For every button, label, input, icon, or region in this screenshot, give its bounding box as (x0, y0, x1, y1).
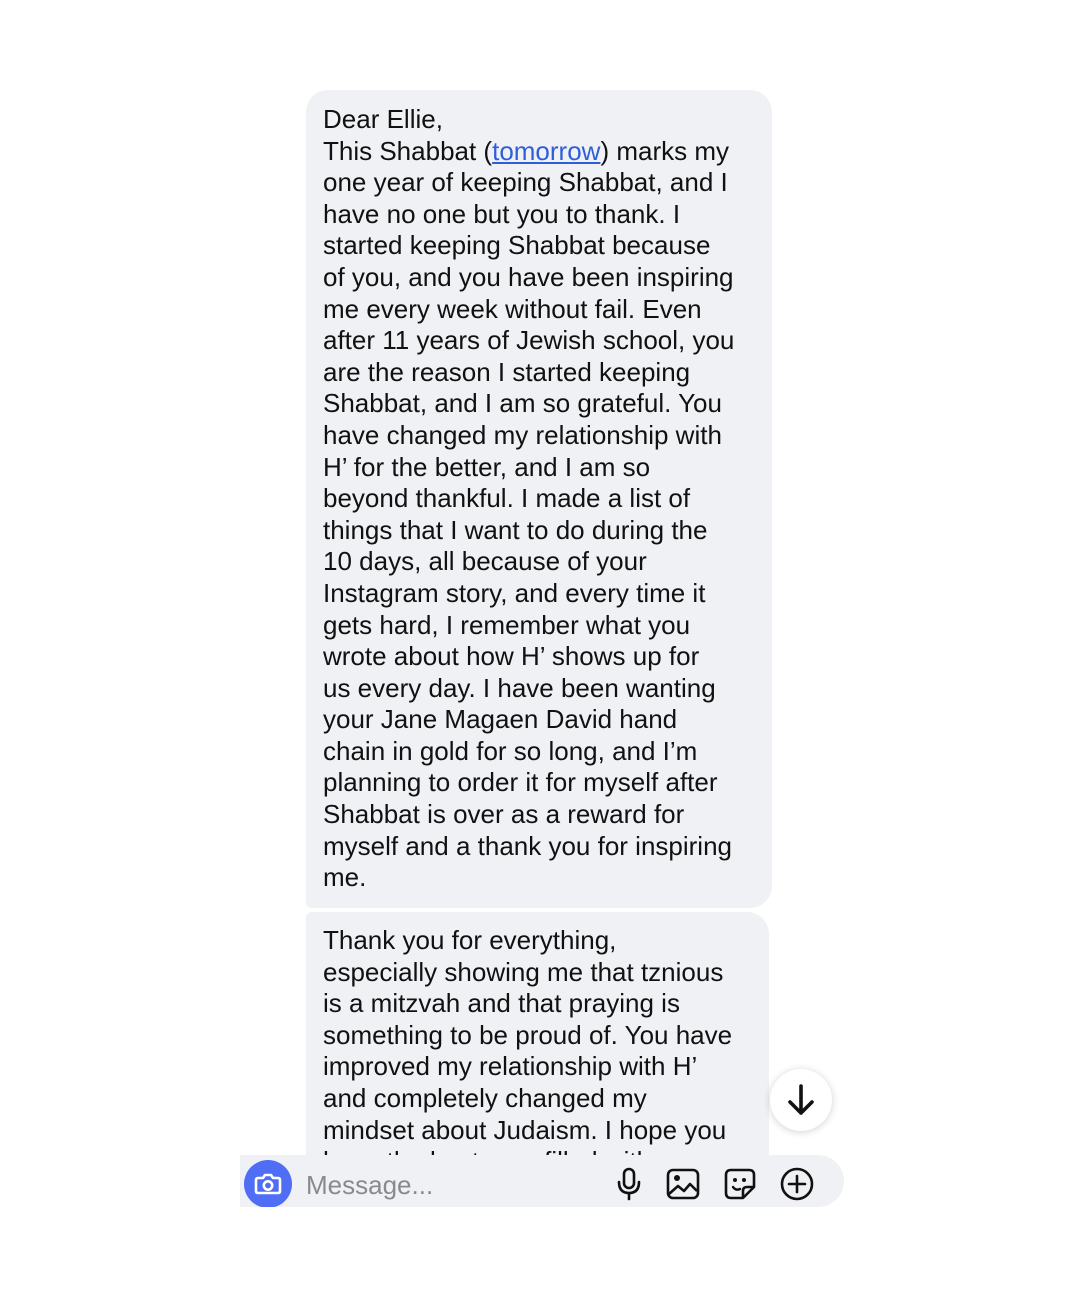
message-line: is a mitzvah and that praying is (323, 988, 680, 1019)
message-line: one year of keeping Shabbat, and I (323, 167, 728, 198)
message-line: us every day. I have been wanting (323, 672, 716, 703)
gallery-icon (666, 1167, 700, 1201)
message-line: planning to order it for myself after (323, 767, 718, 798)
message-bubble[interactable] (306, 90, 772, 908)
message-line: H’ for the better, and I am so (323, 451, 651, 482)
message-line: Instagram story, and every time it (323, 577, 706, 608)
bottom-area (0, 1207, 1080, 1304)
message-line: have changed my relationship with (323, 419, 722, 450)
message-line: 10 days, all because of your (323, 546, 647, 577)
message-line: your Jane Magaen David hand (323, 704, 678, 735)
message-line: things that I want to do during the (323, 514, 708, 545)
sticker-button[interactable] (721, 1165, 759, 1203)
message-line: and completely changed my (323, 1082, 647, 1113)
sticker-icon (723, 1167, 757, 1201)
message-line: Thank you for everything, (323, 925, 617, 955)
more-options-button[interactable] (778, 1165, 816, 1203)
message-line: beyond thankful. I made a list of (323, 483, 691, 514)
message-line: especially showing me that tznious (323, 956, 724, 987)
message-line: something to be proud of. You have (323, 1019, 733, 1050)
message-text: This Shabbat ( (323, 135, 493, 166)
plus-circle-icon (779, 1166, 815, 1202)
message-input[interactable] (306, 1166, 596, 1204)
message-line: started keeping Shabbat because (323, 230, 711, 261)
message-line: Shabbat, and I am so grateful. You (323, 388, 722, 419)
gallery-button[interactable] (664, 1165, 702, 1203)
message-text: ) marks my (600, 135, 729, 166)
message-line: wrote about how H’ shows up for (323, 641, 700, 672)
camera-icon (254, 1172, 282, 1196)
message-line: me every week without fail. Even (323, 293, 702, 324)
arrow-down-icon (786, 1083, 816, 1117)
message-line: have no one but you to thank. I (323, 198, 681, 229)
message-line: myself and a thank you for inspiring (323, 830, 732, 861)
scroll-to-bottom-button[interactable] (770, 1069, 832, 1131)
message-line: are the reason I started keeping (323, 356, 691, 387)
camera-button[interactable] (244, 1160, 292, 1208)
message-line: gets hard, I remember what you (323, 609, 691, 640)
date-link[interactable]: tomorrow (492, 135, 601, 166)
message-line: of you, and you have been inspiring (323, 261, 734, 292)
message-line (323, 136, 760, 168)
message-line: after 11 years of Jewish school, you (323, 325, 735, 356)
message-line: chain in gold for so long, and I’m (323, 735, 698, 766)
microphone-button[interactable] (610, 1165, 648, 1203)
message-line: me. (323, 862, 367, 893)
message-line: Shabbat is over as a reward for (323, 799, 685, 830)
microphone-icon (616, 1167, 642, 1201)
message-line: improved my relationship with H’ (323, 1051, 698, 1082)
message-line: Dear Ellie, (323, 104, 443, 134)
message-line: mindset about Judaism. I hope you (323, 1114, 727, 1145)
